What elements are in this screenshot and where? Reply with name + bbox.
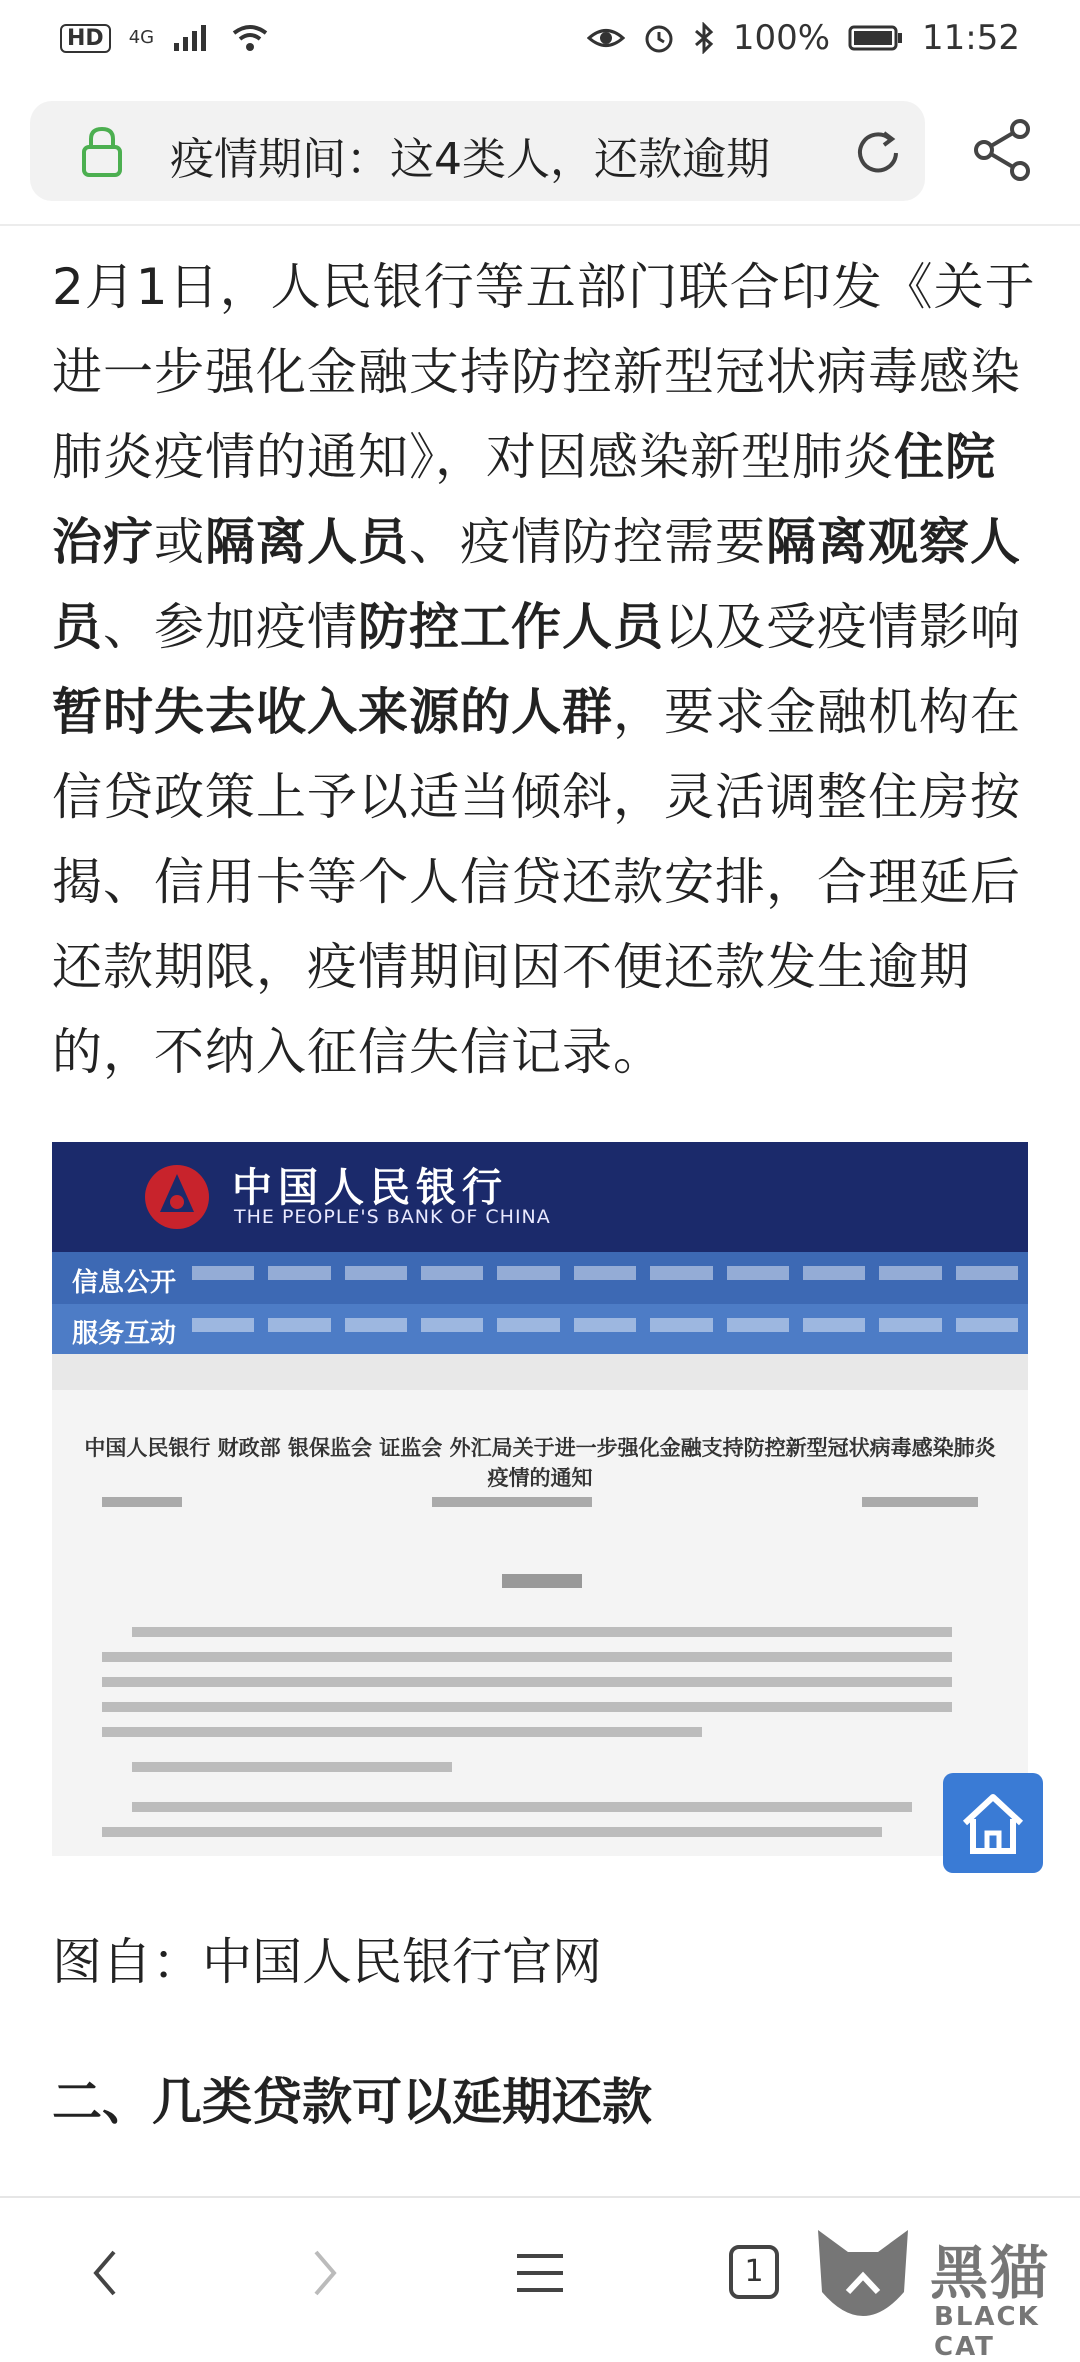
signal-icon <box>172 23 212 53</box>
clock: 11:52 <box>922 18 1020 58</box>
para-seg: 、参加疫情 <box>103 598 358 656</box>
para-seg: 2月1日，人民银行等五部门联合印发《关于进一步强化金融支持防控新型冠状病毒感染肺炎疫情的通知》，对因感染新型肺炎 <box>52 258 1036 486</box>
tabs-button[interactable] <box>728 2244 780 2300</box>
hd-badge: HD <box>60 24 111 53</box>
address-bar[interactable] <box>30 101 925 201</box>
para-seg: 以及受疫情影响 <box>664 598 1021 656</box>
pboc-nav-row-1 <box>52 1252 1028 1304</box>
home-icon <box>943 1773 1043 1873</box>
pboc-breadcrumb <box>52 1354 1028 1390</box>
menu-icon[interactable] <box>505 2238 575 2308</box>
lock-icon <box>72 121 132 181</box>
share-icon[interactable] <box>970 117 1036 183</box>
pboc-doc-number <box>502 1574 582 1588</box>
wifi-icon <box>230 23 270 53</box>
pboc-name-cn: 中国人民银行 <box>232 1165 508 1211</box>
para-bold-seg: 隔离人员 <box>205 513 409 571</box>
pboc-doc-meta <box>102 1497 978 1511</box>
article-paragraph <box>52 245 1037 1095</box>
black-cat-logo-icon <box>808 2222 918 2340</box>
watermark-text-en: BLACK CAT <box>934 2302 1040 2362</box>
pboc-logo-icon <box>142 1162 212 1232</box>
pboc-nav-row-2 <box>52 1304 1028 1354</box>
alarm-icon <box>643 22 675 54</box>
browser-toolbar <box>0 76 1080 226</box>
forward-icon[interactable] <box>288 2238 358 2308</box>
article-image[interactable] <box>52 1142 1028 1856</box>
battery-icon <box>848 24 904 52</box>
para-bold-seg: 隔离观察人员 <box>52 513 1021 656</box>
pboc-header <box>52 1142 1028 1252</box>
para-seg: 或 <box>154 513 205 571</box>
status-bar <box>0 0 1080 76</box>
battery-percent: 100% <box>732 18 831 58</box>
pboc-doc-title: 中国人民银行 财政部 银保监会 证监会 外汇局关于进一步强化金融支持防控新型冠状病毒感染肺炎疫情的通知 <box>84 1436 996 1490</box>
pboc-nav-label: 服务互动 <box>72 1319 177 1349</box>
para-bold-seg: 暂时失去收入来源的人群 <box>52 683 613 741</box>
home-button[interactable] <box>943 1773 1043 1873</box>
para-seg: ，要求金融机构在信贷政策上予以适当倾斜，灵活调整住房按揭、信用卡等个人信贷还款安排，合理延后还款期限，疫情期间因不便还款发生逾期的，不纳入征信失信记录。 <box>52 683 1021 1081</box>
watermark-text-cn: 黑猫 <box>930 2239 1051 2307</box>
eye-icon <box>587 23 625 53</box>
pboc-nav-cells <box>192 1258 1018 1280</box>
section-heading: 二、几类贷款可以延期还款 <box>52 2073 652 2131</box>
para-bold-seg: 防控工作人员 <box>358 598 664 656</box>
bluetooth-icon <box>693 22 715 54</box>
back-icon[interactable] <box>72 2238 142 2308</box>
network-type: 4G <box>128 27 155 48</box>
para-bold-seg: 住院治疗 <box>52 428 996 571</box>
image-caption: 图自：中国人民银行官网 <box>52 1933 602 1991</box>
tab-count: 1 <box>744 2254 764 2289</box>
pboc-nav-cells <box>192 1310 1018 1332</box>
pboc-nav-label: 信息公开 <box>72 1268 177 1298</box>
pboc-name-en: THE PEOPLE'S BANK OF CHINA <box>234 1206 551 1228</box>
para-seg: 、疫情防控需要 <box>409 513 766 571</box>
page-title: 疫情期间：这4类人，还款逾期 <box>170 134 770 185</box>
watermark <box>808 2222 1080 2362</box>
refresh-icon[interactable] <box>850 125 906 181</box>
